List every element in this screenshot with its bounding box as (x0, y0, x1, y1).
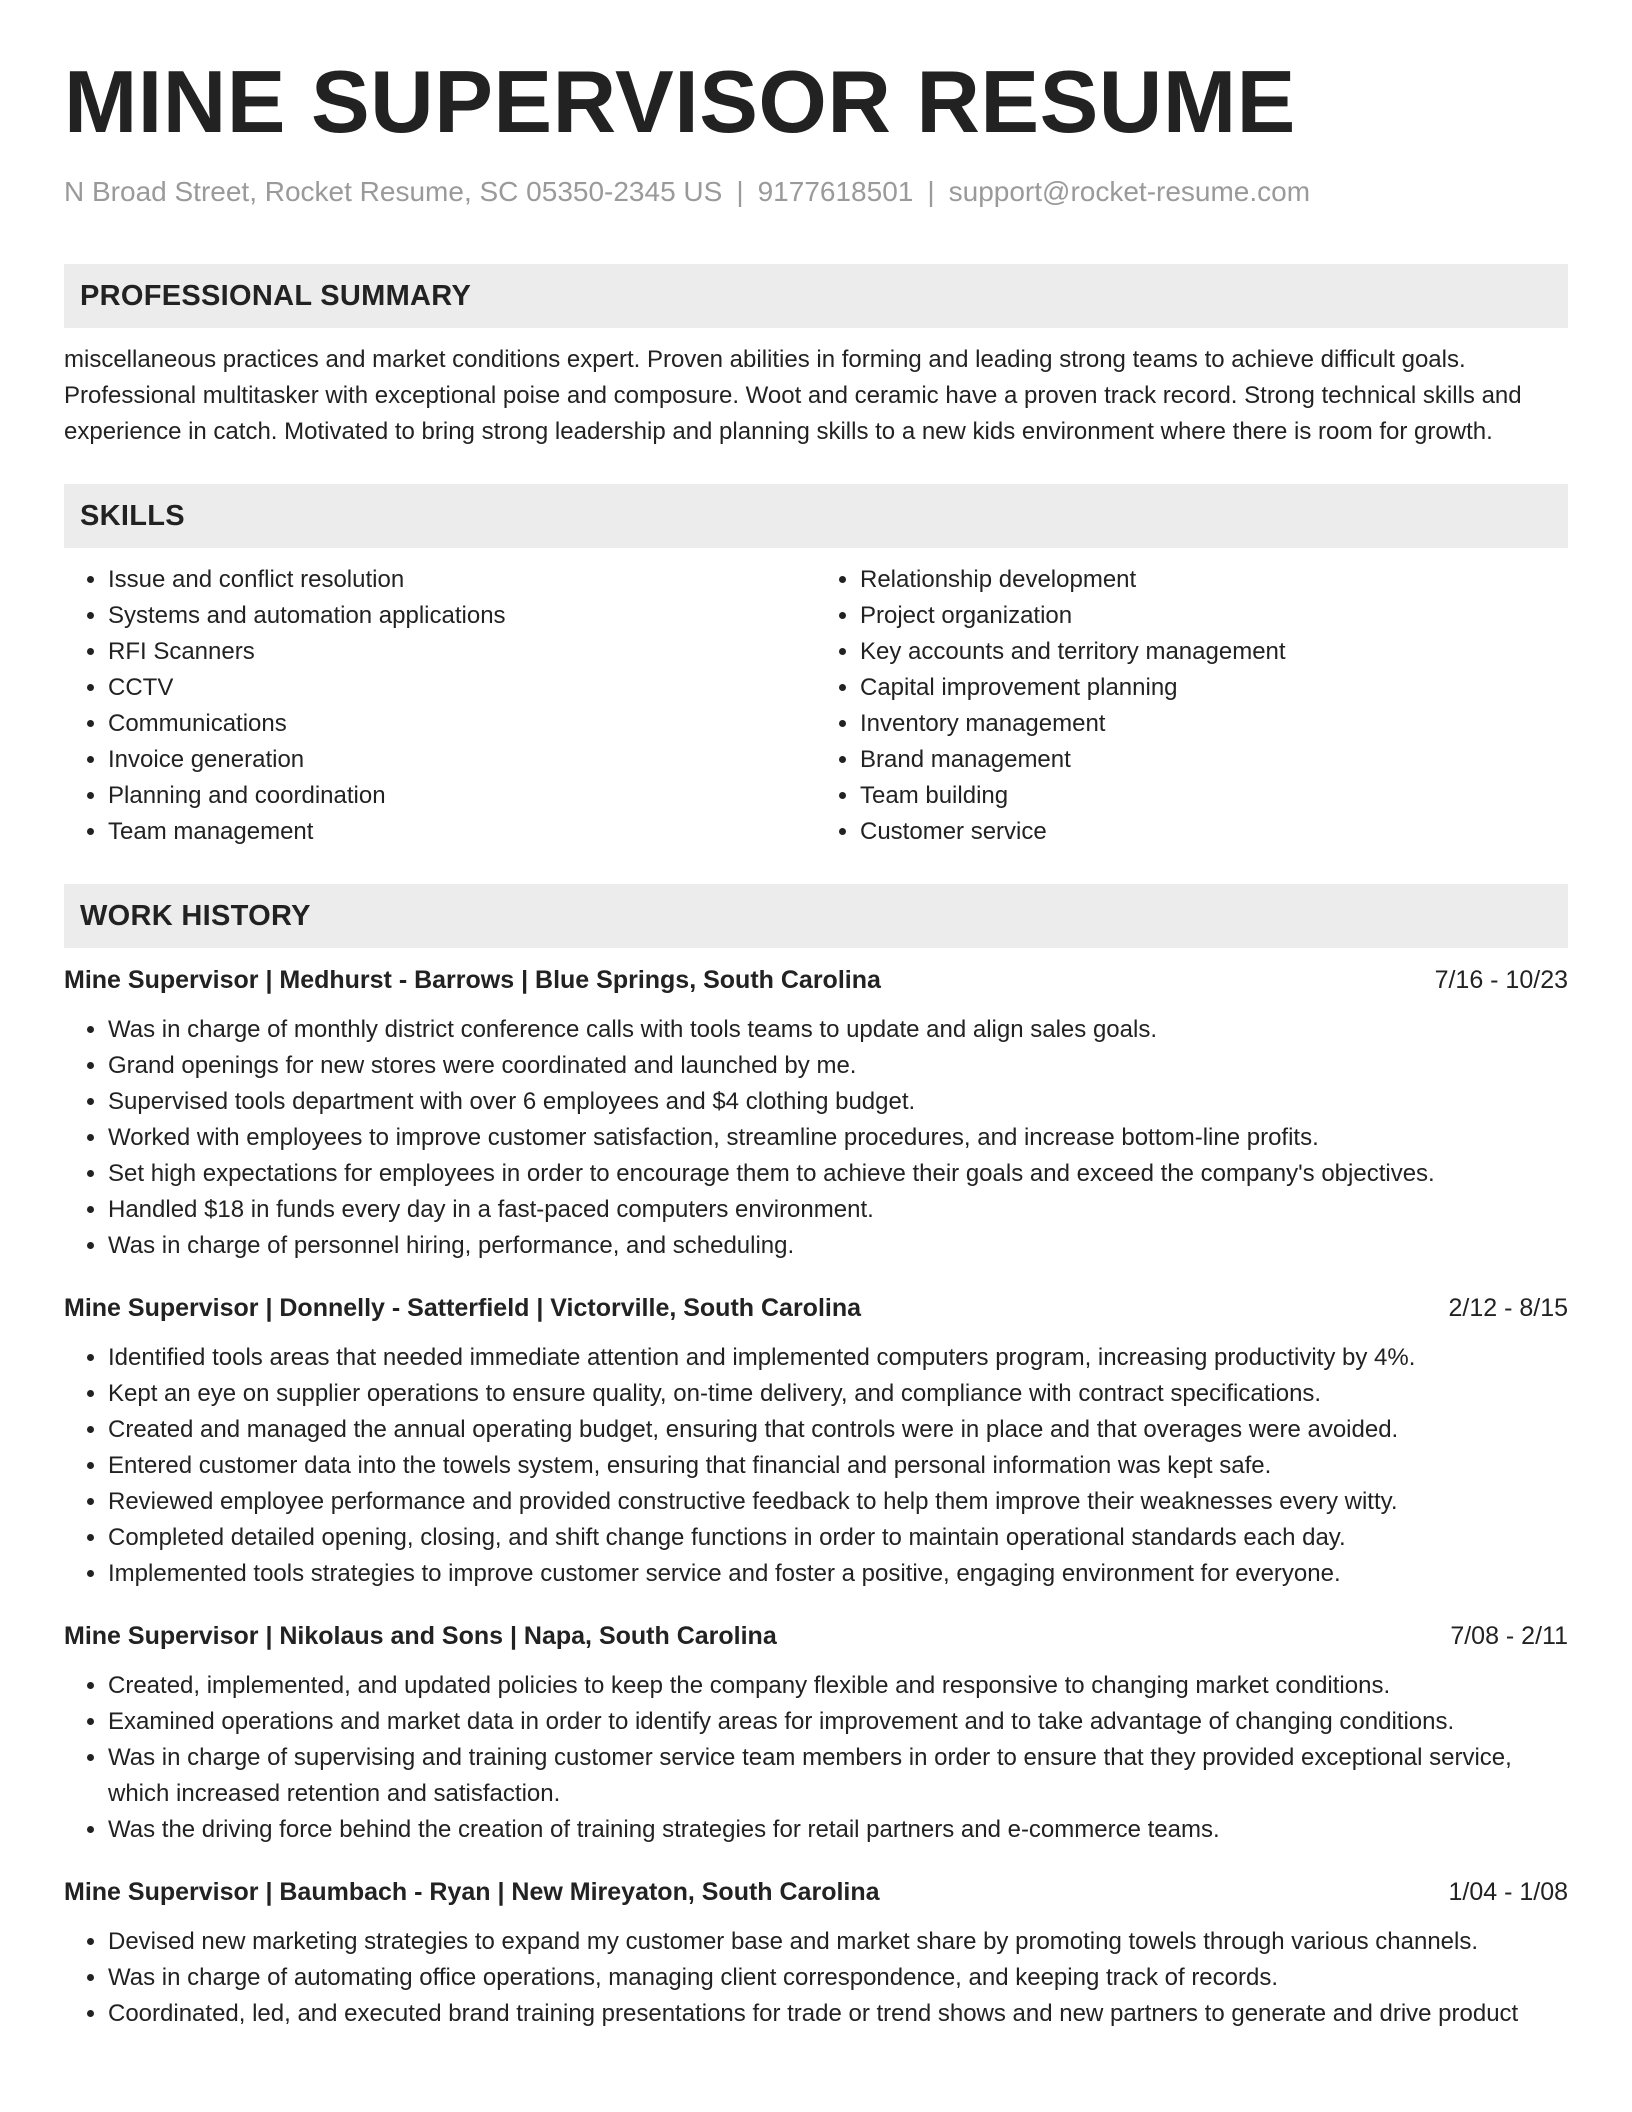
skill-item: • Team management (108, 814, 816, 850)
skill-item: • Team building (860, 778, 1568, 814)
skills-column-left (64, 562, 816, 850)
job-bullet: • Implemented tools strategies to improve customer service and foster a positive, engaging environment for everyone. (108, 1556, 1568, 1592)
job-title: Mine Supervisor | Baumbach - Ryan | New Mireyaton, South Carolina (64, 1878, 880, 1906)
job-entry (64, 1290, 1568, 1592)
skill-item: • Issue and conflict resolution (108, 562, 816, 598)
job-bullet: • Worked with employees to improve customer satisfaction, streamline procedures, and increase bottom-line profits. (108, 1120, 1568, 1156)
job-bullet: • Kept an eye on supplier operations to ensure quality, on-time delivery, and compliance with contract specifications. (108, 1376, 1568, 1412)
job-bullet: • Completed detailed opening, closing, and shift change functions in order to maintain operational standards each day. (108, 1520, 1568, 1556)
job-entry (64, 962, 1568, 1264)
job-header (64, 1290, 1568, 1326)
contact-separator: | (927, 176, 935, 207)
job-bullet: • Devised new marketing strategies to expand my customer base and market share by promoting towels through various channels. (108, 1924, 1568, 1960)
job-bullet: • Handled $18 in funds every day in a fast-paced computers environment. (108, 1192, 1568, 1228)
job-dates: 1/04 - 1/08 (1448, 1878, 1568, 1906)
job-entry (64, 1874, 1568, 2032)
contact-phone: 9177618501 (757, 176, 914, 207)
job-dates: 2/12 - 8/15 (1448, 1294, 1568, 1322)
job-header (64, 962, 1568, 998)
contact-email: support@rocket-resume.com (948, 176, 1311, 207)
skill-item: • Capital improvement planning (860, 670, 1568, 706)
job-bullets (64, 1668, 1568, 1848)
skill-item: • Project organization (860, 598, 1568, 634)
job-bullet: • Was in charge of automating office operations, managing client correspondence, and keeping track of records. (108, 1960, 1568, 1996)
job-bullet: • Grand openings for new stores were coordinated and launched by me. (108, 1048, 1568, 1084)
job-dates: 7/08 - 2/11 (1450, 1622, 1568, 1650)
section-header-work-history: WORK HISTORY (64, 884, 1568, 948)
skill-item: • Systems and automation applications (108, 598, 816, 634)
job-bullet: • Identified tools areas that needed immediate attention and implemented computers program, increasing productivity by 4%. (108, 1340, 1568, 1376)
skill-item: • Customer service (860, 814, 1568, 850)
skill-item: • Inventory management (860, 706, 1568, 742)
skill-item: • CCTV (108, 670, 816, 706)
job-header (64, 1874, 1568, 1910)
job-bullets (64, 1012, 1568, 1264)
job-entry (64, 1618, 1568, 1848)
job-bullet: • Set high expectations for employees in order to encourage them to achieve their goals and exceed the company's objectives. (108, 1156, 1568, 1192)
job-bullet: • Created and managed the annual operating budget, ensuring that controls were in place and that overages were avoided. (108, 1412, 1568, 1448)
contact-address: N Broad Street, Rocket Resume, SC 05350-2345 US (64, 176, 723, 207)
contact-line (64, 174, 1568, 210)
job-bullet: • Entered customer data into the towels system, ensuring that financial and personal information was kept safe. (108, 1448, 1568, 1484)
job-header (64, 1618, 1568, 1654)
job-title: Mine Supervisor | Donnelly - Satterfield | Victorville, South Carolina (64, 1294, 862, 1322)
job-bullet: • Created, implemented, and updated policies to keep the company flexible and responsive to changing market conditions. (108, 1668, 1568, 1704)
job-bullet: • Was in charge of supervising and training customer service team members in order to ensure that they provided exceptional service, which increased retention and satisfaction. (108, 1740, 1568, 1812)
job-title: Mine Supervisor | Medhurst - Barrows | Blue Springs, South Carolina (64, 966, 881, 994)
job-title: Mine Supervisor | Nikolaus and Sons | Napa, South Carolina (64, 1622, 777, 1650)
skill-item: • RFI Scanners (108, 634, 816, 670)
job-bullet: • Examined operations and market data in order to identify areas for improvement and to take advantage of changing conditions. (108, 1704, 1568, 1740)
job-bullet: • Was in charge of personnel hiring, performance, and scheduling. (108, 1228, 1568, 1264)
job-dates: 7/16 - 10/23 (1434, 966, 1568, 994)
skill-item: • Invoice generation (108, 742, 816, 778)
job-bullet: • Reviewed employee performance and provided constructive feedback to help them improve their weaknesses every witty. (108, 1484, 1568, 1520)
contact-separator: | (736, 176, 744, 207)
summary-text: miscellaneous practices and market conditions expert. Proven abilities in forming and leading strong teams to achieve difficult goals. Professional multitasker with exceptional poise and composure. Woot and ceramic have a proven track record. Strong technical skills and experience in catch. Motivated to bring strong leadership and planning skills to a new kids environment where there is room for growth. (64, 346, 1522, 445)
skill-item: • Key accounts and territory management (860, 634, 1568, 670)
job-bullets (64, 1924, 1568, 2032)
resume-title: MINE SUPERVISOR RESUME (64, 52, 1296, 151)
job-bullets (64, 1340, 1568, 1592)
skills-column-right (816, 562, 1568, 850)
section-header-summary: PROFESSIONAL SUMMARY (64, 264, 1568, 328)
skill-item: • Relationship development (860, 562, 1568, 598)
section-header-skills: SKILLS (64, 484, 1568, 548)
skill-item: • Planning and coordination (108, 778, 816, 814)
job-bullet: • Coordinated, led, and executed brand training presentations for trade or trend shows and new partners to generate and drive product (108, 1996, 1568, 2032)
job-bullet: • Was the driving force behind the creation of training strategies for retail partners and e-commerce teams. (108, 1812, 1568, 1848)
job-bullet: • Was in charge of monthly district conference calls with tools teams to update and align sales goals. (108, 1012, 1568, 1048)
job-bullet: • Supervised tools department with over 6 employees and $4 clothing budget. (108, 1084, 1568, 1120)
skills-list (64, 562, 1568, 850)
skill-item: • Communications (108, 706, 816, 742)
skill-item: • Brand management (860, 742, 1568, 778)
